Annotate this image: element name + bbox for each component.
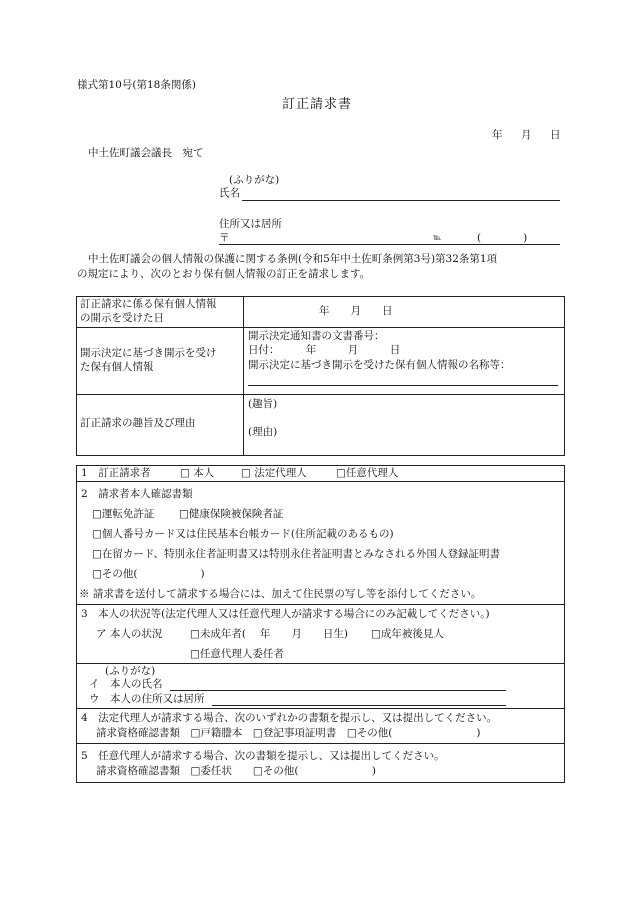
mandator-checkbox[interactable]: □任意代理人委任者 (190, 648, 284, 660)
disclosure-date: 年 月 日 (319, 305, 393, 317)
residence-card-checkbox[interactable]: □在留カード、特別永住者証明書又は特別永住者証明書とみなされる外国人登録証明書 (92, 548, 500, 560)
section-divider (76, 663, 565, 664)
health-insurance-checkbox[interactable]: □健康保険被保険者証 (179, 508, 284, 520)
furigana-label: (ふりがな) (229, 174, 280, 186)
s3-heading: 3 本人の状況等(法定代理人又は任意代理人が請求する場合にのみ記載してください。) (81, 608, 490, 620)
tel-paren: ( ) (477, 232, 528, 244)
form-number: 様式第10号(第18条関係) (77, 79, 196, 91)
disclosed-info-name-label: 開示決定に基づき開示を受けた保有個人情報の名称等： (248, 359, 511, 371)
intro-line-2: の規定により、次のとおり保有個人情報の訂正を請求します。 (77, 268, 371, 280)
intro-line-1: 中土佐町議会の個人情報の保護に関する条例(令和5年中土佐町条例第3号)第32条第1項 (88, 253, 498, 265)
purpose-label: (趣旨) (248, 398, 278, 410)
row1-label-1: 訂正請求に係る保有個人情報 (80, 298, 217, 310)
date-year: 年 (492, 129, 503, 141)
name-field[interactable] (242, 200, 560, 201)
principal-furigana-label: (ふりがな) (105, 665, 156, 677)
requester-agent-checkbox[interactable]: □任意代理人 (336, 467, 399, 479)
notice-date: 日付： 年 月 日 (248, 344, 401, 356)
mail-request-note: ※ 請求書を送付して請求する場合には、加えて住民票の写し等を添付してください。 (79, 588, 482, 600)
principal-name-field[interactable] (170, 690, 506, 691)
s4-heading: 4 法定代理人が請求する場合、次のいずれかの書類を提示し、又は提出してください。 (81, 712, 498, 724)
name-label: 氏名 (219, 187, 240, 199)
individual-number-card-checkbox[interactable]: □個人番号カード又は住民基本台帳カード(住所記載のあるもの) (92, 528, 394, 540)
table-row-divider (76, 327, 565, 328)
address-field[interactable] (219, 244, 560, 245)
minor-checkbox[interactable]: □未成年者( 年 月 日生) (190, 628, 348, 640)
date-day: 日 (550, 129, 561, 141)
row3-label: 訂正請求の趣旨及び理由 (80, 417, 196, 429)
page-title: 訂正請求書 (282, 97, 353, 112)
row1-label-2: の開示を受けた日 (80, 312, 164, 324)
principal-status-label: ア 本人の状況 (96, 628, 163, 640)
address-label: 住所又は居所 (219, 218, 282, 230)
section-divider (76, 481, 565, 482)
disclosed-info-name-field[interactable] (248, 385, 558, 386)
principal-name-label: イ 本人の氏名 (89, 678, 163, 690)
principal-address-label: ウ 本人の住所又は居所 (89, 693, 205, 705)
table-row-divider (76, 394, 565, 395)
table-divider (243, 296, 244, 456)
requester-self-checkbox[interactable]: □ 本人 (180, 467, 215, 479)
row2-label-1: 開示決定に基づき開示を受け (80, 347, 217, 359)
drivers-license-checkbox[interactable]: □運転免許証 (92, 508, 155, 520)
notice-document-number: 開示決定通知書の文書番号： (248, 330, 385, 342)
adult-ward-checkbox[interactable]: □成年被後見人 (371, 628, 444, 640)
principal-address-field[interactable] (212, 705, 506, 706)
other-id-checkbox[interactable]: □その他( ) (92, 568, 205, 580)
agent-documents[interactable]: 請求資格確認書類 □委任状 □その他( ) (96, 765, 377, 777)
section-divider (76, 743, 565, 744)
date-month: 月 (521, 129, 532, 141)
section-divider (76, 604, 565, 605)
tel-label: ℡ (433, 233, 442, 242)
postal-mark: 〒 (219, 232, 230, 244)
addressee: 中土佐町議会議長 宛て (88, 147, 204, 159)
row2-label-2: た保有個人情報 (80, 361, 154, 373)
legal-rep-documents[interactable]: 請求資格確認書類 □戸籍謄本 □登記事項証明書 □その他( ) (96, 727, 481, 739)
s1-heading: 1 訂正請求者 (81, 467, 151, 479)
requester-legal-rep-checkbox[interactable]: □ 法定代理人 (241, 467, 307, 479)
reason-label: (理由) (248, 426, 278, 438)
section-divider (76, 708, 565, 709)
s2-heading: 2 請求者本人確認書類 (81, 488, 193, 500)
s5-heading: 5 任意代理人が請求する場合、次の書類を提示し、又は提出してください。 (81, 750, 445, 762)
